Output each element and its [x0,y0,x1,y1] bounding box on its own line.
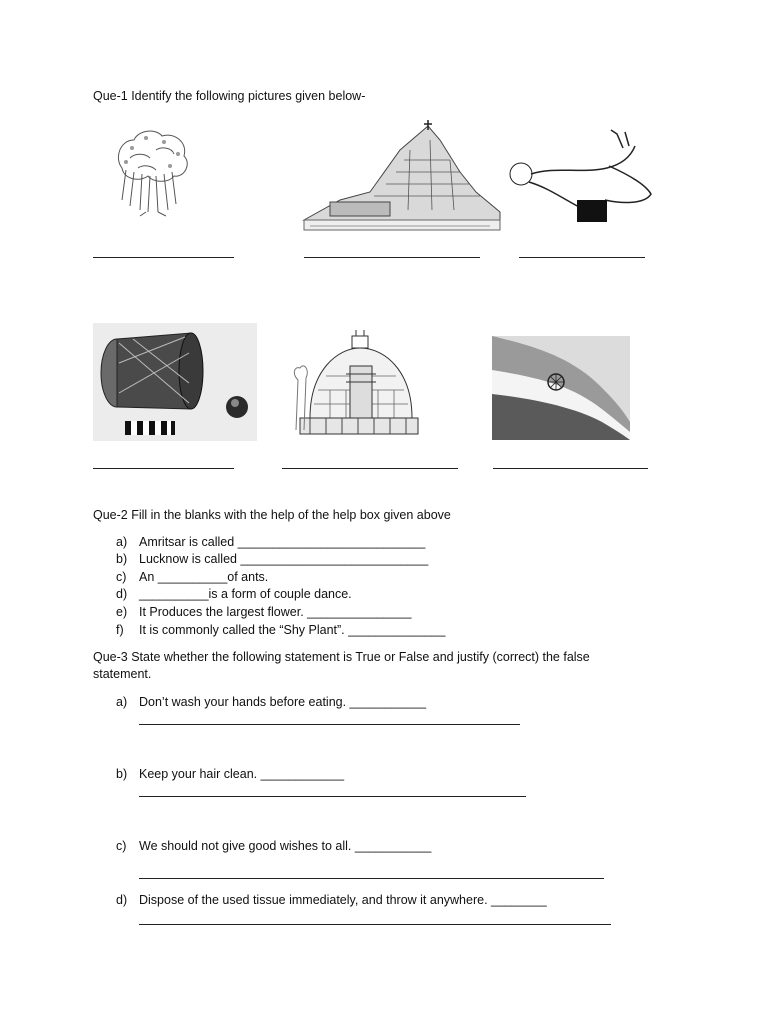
q3-answer-line-d[interactable] [139,924,611,925]
q3-answer-line-a[interactable] [139,724,520,725]
answer-blank-1[interactable] [93,257,234,258]
answer-blank-6[interactable] [493,468,648,469]
dhol-drum-icon [93,323,257,446]
q3-heading: Que-3 State whether the following statement is True or False and justify (correct) the false statement. [93,650,590,681]
q2-heading: Que-2 Fill in the blanks with the help of the help box given above [93,508,451,522]
answer-blank-5[interactable] [282,468,458,469]
indian-flag-icon [492,336,630,445]
answer-blank-3[interactable] [519,257,645,258]
stupa-icon [290,330,422,443]
banyan-tree-icon [112,128,192,225]
q3-answer-line-b[interactable] [139,796,526,797]
q1-heading: Que-1 Identify the following pictures given below- [93,89,366,103]
answer-blank-4[interactable] [93,468,234,469]
yoga-pose-icon [505,126,655,233]
temple-hill-icon [300,120,504,237]
q3-answer-line-c[interactable] [139,878,604,879]
answer-blank-2[interactable] [304,257,480,258]
